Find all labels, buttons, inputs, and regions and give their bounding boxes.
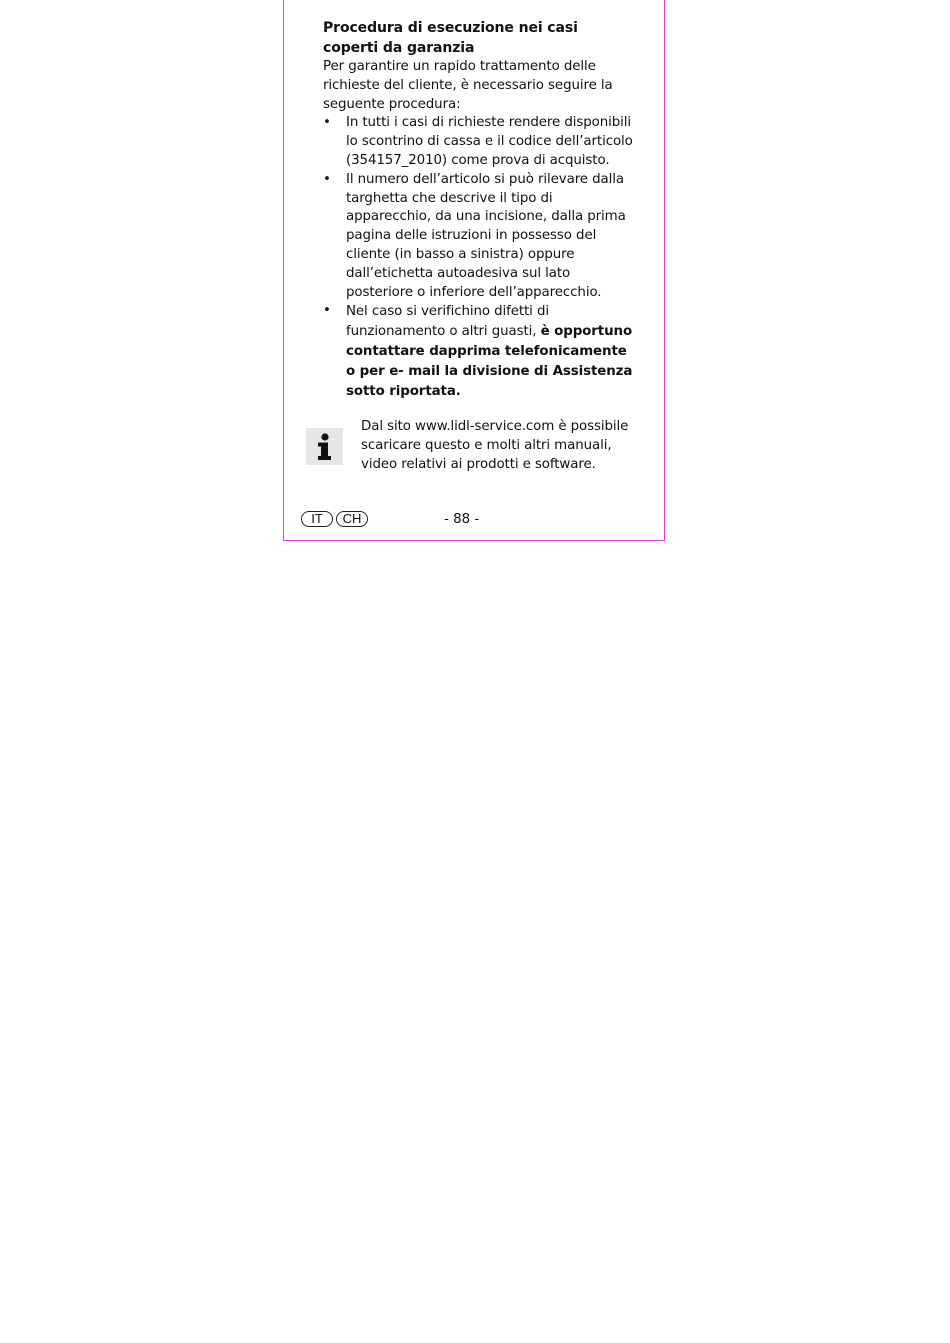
list-item xyxy=(323,302,633,401)
bullet-icon: • xyxy=(323,303,331,319)
country-badge-ch: CH xyxy=(336,511,368,527)
bullet-icon: • xyxy=(323,171,331,187)
page-number: - 88 - xyxy=(444,512,480,527)
info-text: Dal sito www.lidl-service.com è possibile scaricare questo e molti altri manuali, video relativi ai prodotti e software. xyxy=(361,419,629,472)
info-icon xyxy=(306,428,343,465)
list-item-bold-text: è opportuno contattare dapprima telefonicamente o per e- mail la divisione di Assistenza sotto riportata. xyxy=(346,324,633,399)
page-footer xyxy=(301,510,501,530)
section-heading: Procedura di esecuzione nei casi coperti da garanzia xyxy=(323,20,578,56)
list-item-text: Nel caso si verifichino difetti di funzionamento o altri guasti, xyxy=(346,304,549,340)
list-item-text: In tutti i casi di richieste rendere disponibili lo scontrino di cassa e il codice dell’articolo (354157_2010) come prova di acquisto. xyxy=(346,115,633,168)
list-item-text: Il numero dell’articolo si può rilevare dalla targhetta che descrive il tipo di apparecchio, da una incisione, dalla prima pagina delle istruzioni in possesso del cliente (in basso a sinistra) oppure dall’etichetta autoadesiva sul lato posteriore o inferiore dell’apparecchio. xyxy=(346,171,626,300)
list-item xyxy=(323,171,633,303)
procedure-list xyxy=(323,114,633,401)
intro-paragraph: Per garantire un rapido trattamento delle richieste del cliente, è necessario seguire la seguente procedura: xyxy=(323,59,613,112)
list-item xyxy=(323,114,633,170)
country-badge-it: IT xyxy=(301,511,333,527)
warranty-section xyxy=(323,18,633,401)
bullet-icon: • xyxy=(323,115,331,131)
